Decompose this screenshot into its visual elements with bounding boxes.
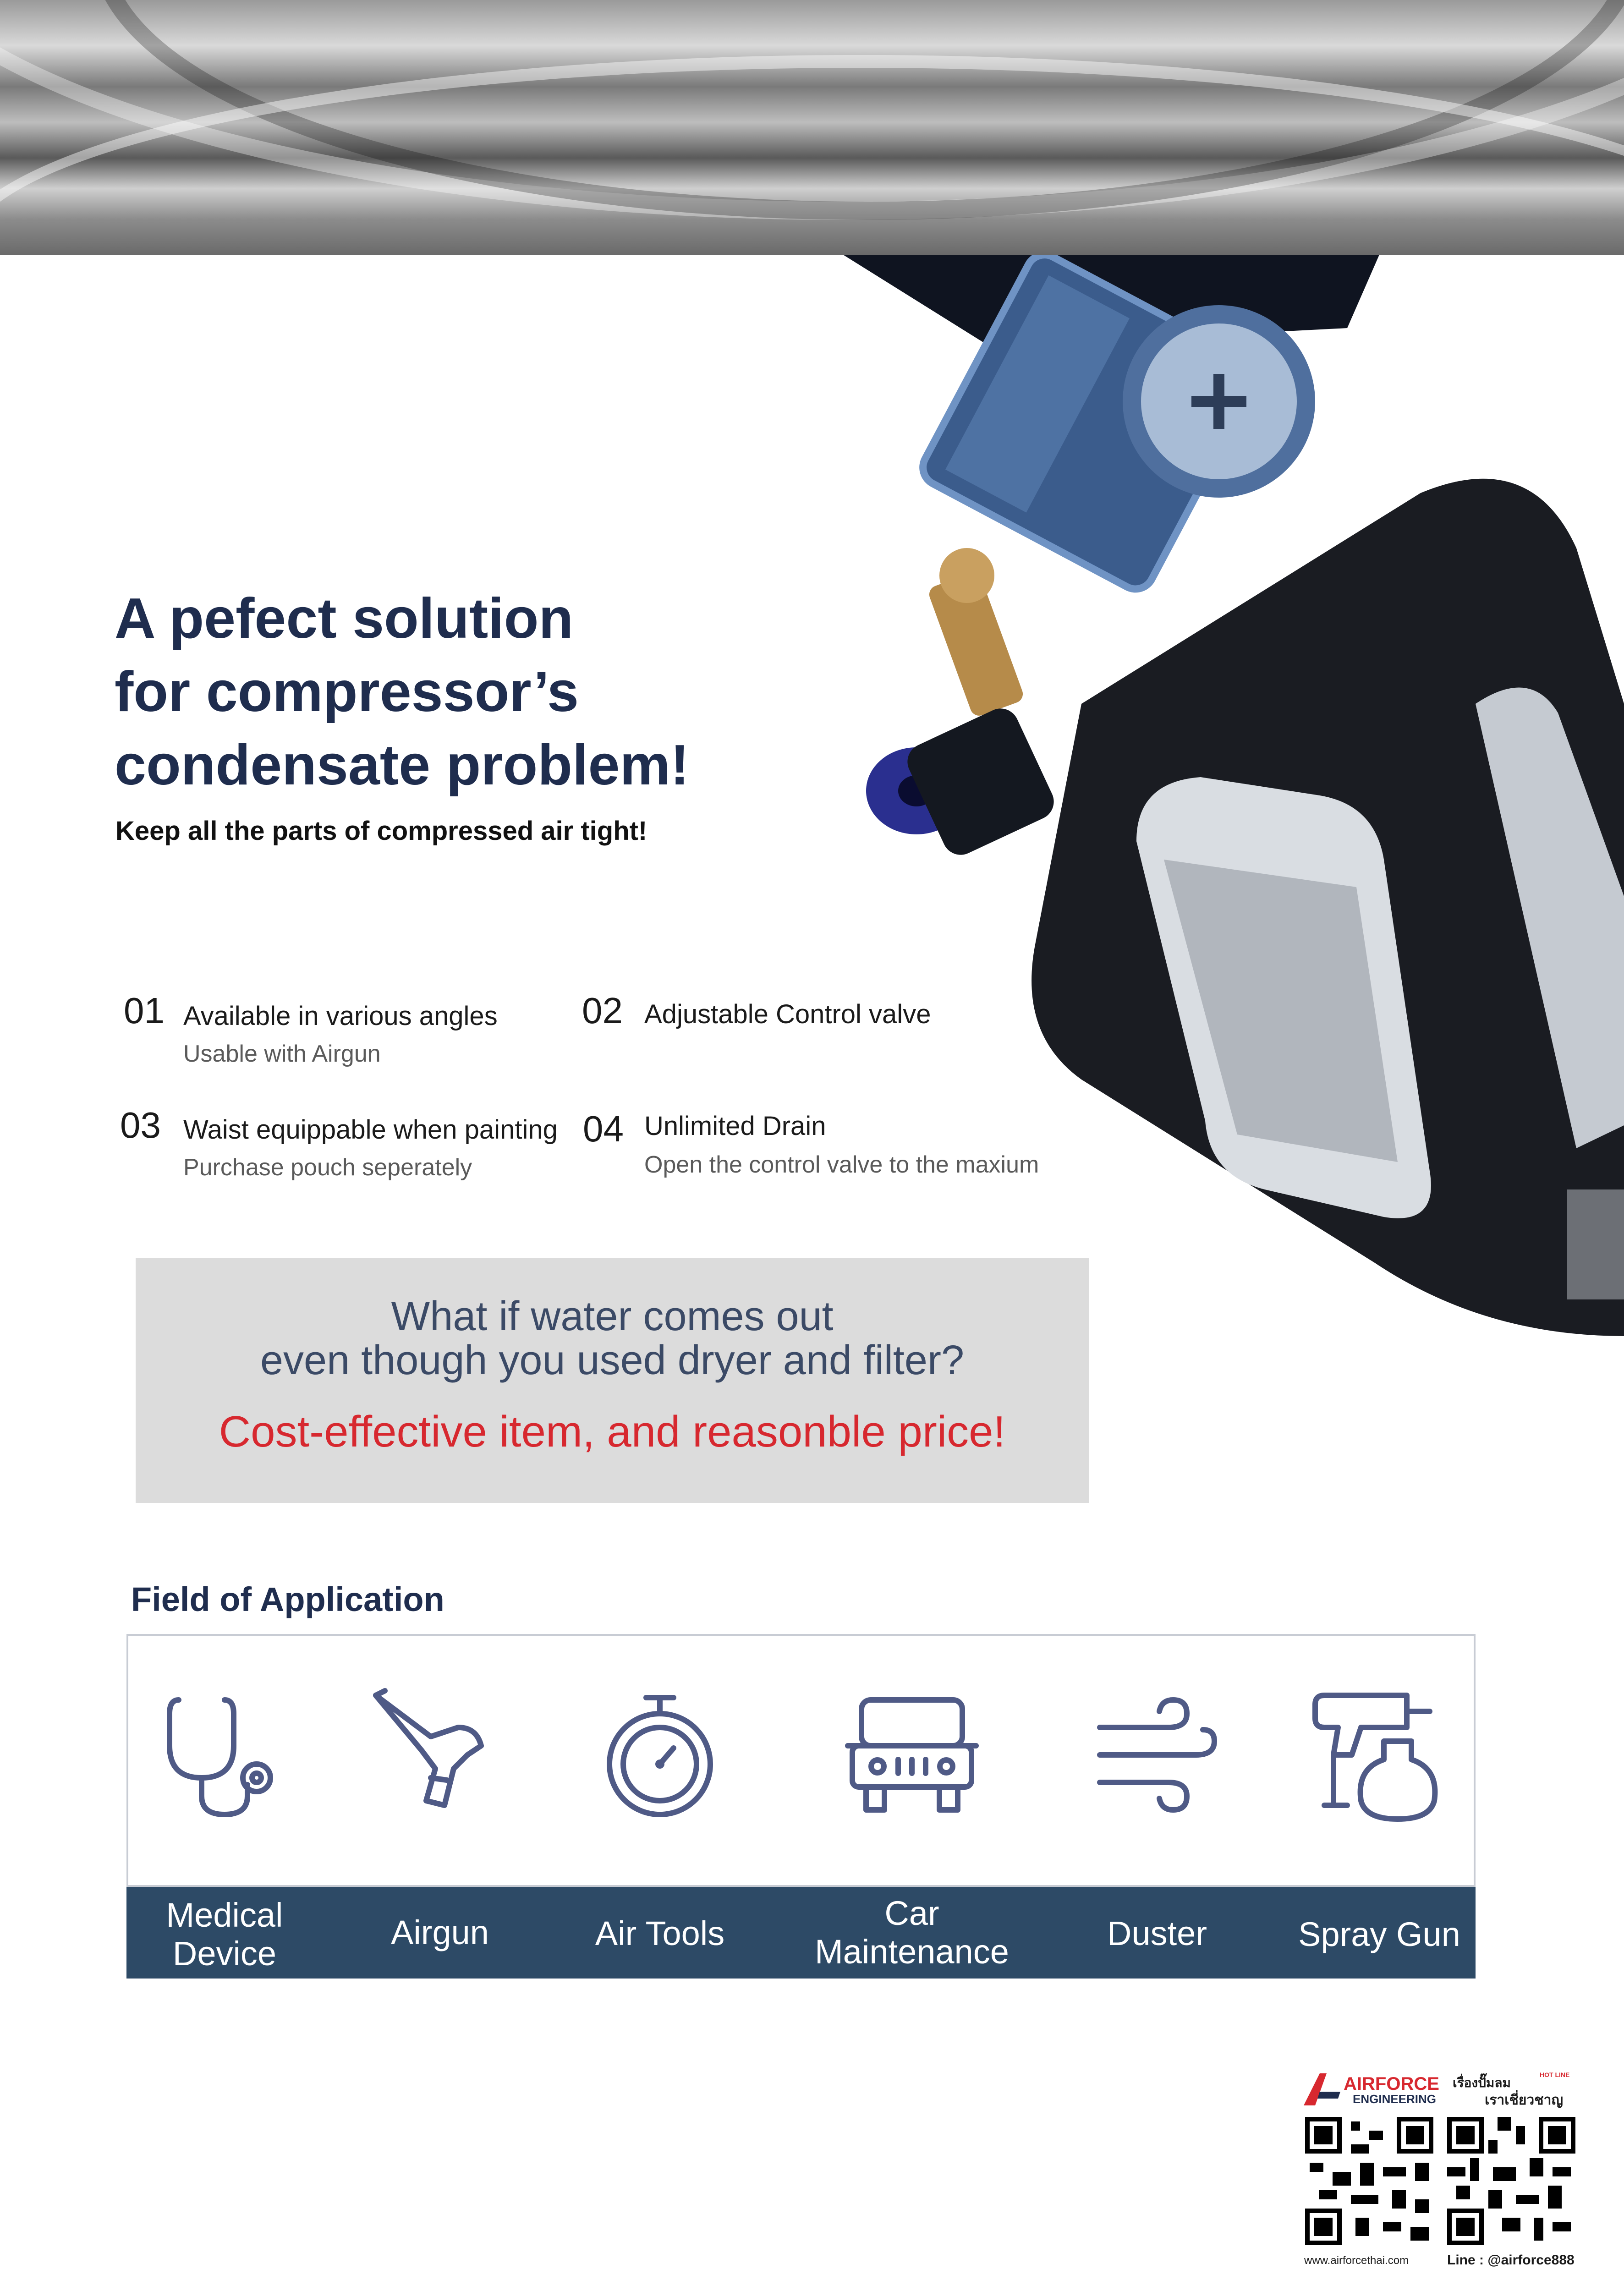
top-photo-banner xyxy=(0,0,1624,255)
stopwatch-icon xyxy=(591,1686,729,1824)
feature-2-number: 02 xyxy=(582,990,623,1031)
label-car-maintenance: Car Maintenance xyxy=(815,1894,1009,1971)
wind-icon xyxy=(1091,1686,1228,1824)
field-of-application-title: Field of Application xyxy=(131,1580,444,1618)
callout-highlight: Cost-effective item, and reasonble price! xyxy=(219,1407,1006,1456)
line-qr-code xyxy=(1447,2117,1575,2245)
callout-question-line-1: What if water comes out xyxy=(391,1293,834,1339)
label-medical-device: Medical Device xyxy=(166,1896,283,1973)
label-air-tools: Air Tools xyxy=(595,1914,725,1952)
spray-gun-icon xyxy=(1306,1686,1443,1824)
website-qr-code xyxy=(1305,2117,1433,2245)
headline-line-3: condensate problem! xyxy=(115,734,689,797)
feature-4-title: Unlimited Drain xyxy=(644,1111,826,1141)
car-icon xyxy=(843,1686,981,1824)
airforce-logo-icon xyxy=(1301,2071,1343,2108)
headline-line-2: for compressor’s xyxy=(115,660,579,723)
label-duster: Duster xyxy=(1107,1914,1207,1952)
callout-question-line-2: even though you used dryer and filter? xyxy=(260,1337,965,1383)
footer-brand-block xyxy=(1301,2071,1586,2273)
label-airgun: Airgun xyxy=(391,1913,489,1951)
website-url: www.airforcethai.com xyxy=(1304,2254,1409,2267)
brand-name: AIRFORCE xyxy=(1344,2074,1439,2094)
brand-subtitle: ENGINEERING xyxy=(1353,2092,1437,2106)
thai-slogan-1: เรื่องปั๊มลม xyxy=(1453,2076,1511,2090)
feature-1-subtitle: Usable with Airgun xyxy=(183,1041,381,1067)
application-icons-panel xyxy=(126,1634,1476,1887)
thai-slogan-2: เราเชี่ยวชาญ xyxy=(1485,2093,1564,2108)
feature-3-subtitle: Purchase pouch seperately xyxy=(183,1154,472,1181)
feature-1-title: Available in various angles xyxy=(183,1001,498,1031)
feature-4-subtitle: Open the control valve to the maxium xyxy=(644,1151,1039,1178)
hotline-label: HOT LINE xyxy=(1540,2071,1570,2078)
subline: Keep all the parts of compressed air tight! xyxy=(115,816,647,846)
headline-line-1: A pefect solution xyxy=(115,587,574,650)
feature-1-number: 01 xyxy=(124,990,165,1031)
label-spray-gun: Spray Gun xyxy=(1298,1915,1460,1953)
feature-4-number: 04 xyxy=(583,1108,624,1149)
headline xyxy=(115,582,756,802)
feature-3-title: Waist equippable when painting xyxy=(183,1115,558,1145)
airgun-icon xyxy=(367,1686,504,1824)
line-id: Line : @airforce888 xyxy=(1447,2253,1575,2268)
feature-2-title: Adjustable Control valve xyxy=(644,999,931,1029)
stethoscope-icon xyxy=(156,1686,293,1824)
feature-3-number: 03 xyxy=(120,1105,161,1146)
